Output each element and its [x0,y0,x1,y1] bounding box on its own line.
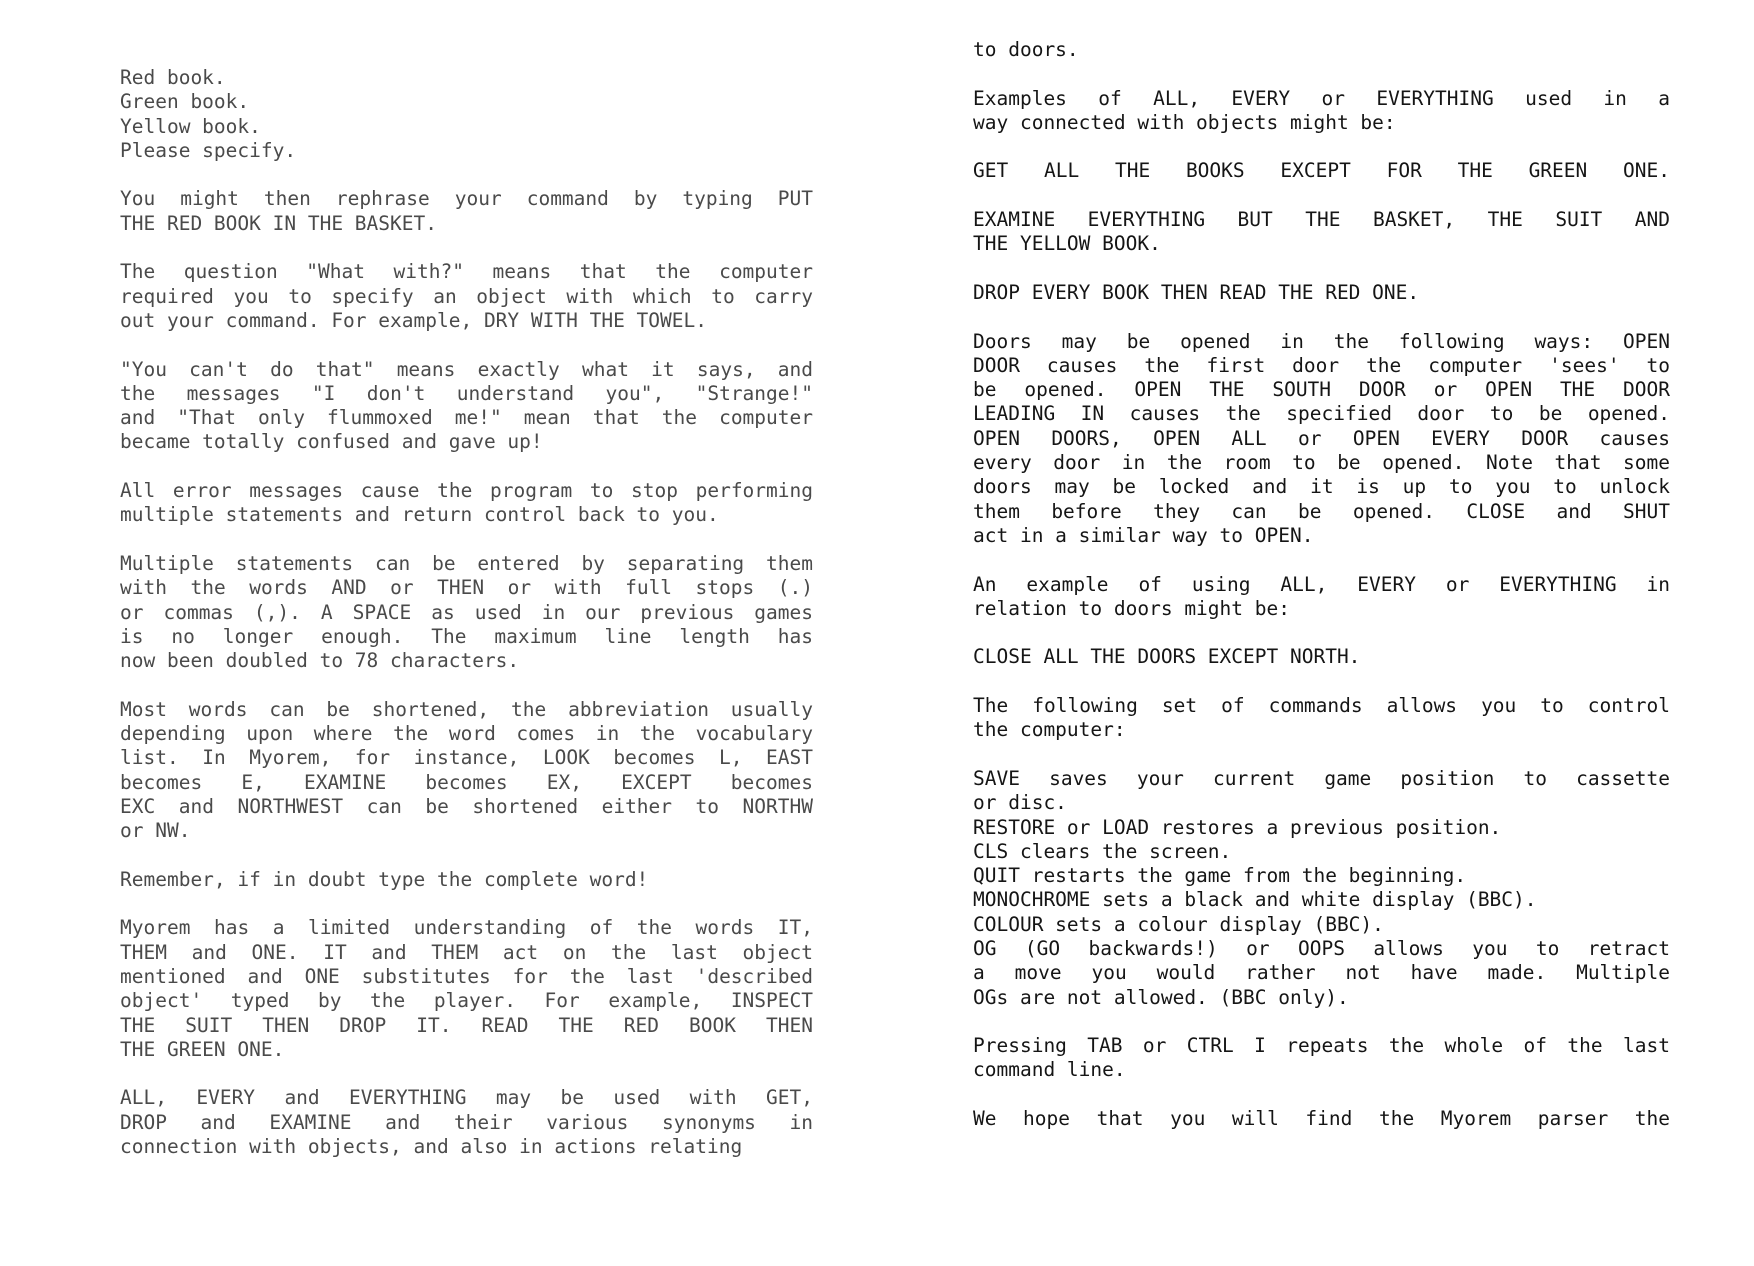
paragraph [120,916,813,1062]
text-line: THE YELLOW BOOK. [973,232,1161,256]
text-line: Remember, if in doubt type the complete word! [120,867,649,891]
paragraph [973,38,1670,62]
paragraph [120,187,813,236]
text-line: OG (GO backwards!) or OOPS allows you to retract [973,936,1670,960]
text-line: ALL, EVERY and EVERYTHING may be used with GET, [120,1086,813,1110]
text-line: multiple statements and return control back to you. [120,503,719,527]
paragraph [973,1034,1670,1083]
text-line: Multiple statements can be entered by separating them [120,551,813,575]
text-line: Most words can be shortened, the abbreviation usually [120,697,813,721]
text-line: THE RED BOOK IN THE BASKET. [120,211,437,235]
paragraph [120,698,813,844]
text-line: OPEN DOORS, OPEN ALL or OPEN EVERY DOOR causes [973,426,1670,450]
text-line: DOOR causes the first door the computer 'sees' to [973,353,1670,377]
paragraph [120,66,813,163]
text-line: act in a similar way to OPEN. [973,523,1314,547]
paragraph [120,358,813,455]
text-line: You might then rephrase your command by typing PUT [120,187,813,211]
paragraph [973,87,1670,136]
text-line: GET ALL THE BOOKS EXCEPT FOR THE GREEN ONE. [973,159,1670,183]
paragraph [120,479,813,528]
text-line: or commas (,). A SPACE as used in our previous games [120,600,813,624]
paragraph [973,1107,1670,1131]
text-line: doors may be locked and it is up to you to unlock [973,475,1670,499]
paragraph [973,159,1670,183]
text-line: the messages "I don't understand you", "Strange!" [120,381,813,405]
left-page [120,66,813,1266]
paragraph [973,645,1670,669]
paragraph [973,573,1670,622]
text-line: every door in the room to be opened. Note that some [973,451,1670,475]
paragraph [120,868,813,892]
text-line: connection with objects, and also in actions relating [120,1135,743,1159]
text-line: with the words AND or THEN or with full stops (.) [120,576,813,600]
text-line: An example of using ALL, EVERY or EVERYTHING in [973,572,1670,596]
paragraph [120,1086,813,1159]
text-line: object' typed by the player. For example, INSPECT [120,989,813,1013]
text-line: command line. [973,1058,1126,1082]
text-line: Please specify. [120,138,297,162]
text-line: to doors. [973,38,1079,61]
text-line: CLS clears the screen. [973,839,1232,863]
text-line: The following set of commands allows you to control [973,694,1670,718]
text-line: and "That only flummoxed me!" mean that the computer [120,406,813,430]
text-line: QUIT restarts the game from the beginning. [973,864,1467,888]
paragraph [120,552,813,673]
text-line: Examples of ALL, EVERY or EVERYTHING used in a [973,86,1670,110]
paragraph [973,281,1670,305]
text-line: CLOSE ALL THE DOORS EXCEPT NORTH. [973,645,1361,669]
text-line: Pressing TAB or CTRL I repeats the whole of the last [973,1034,1670,1058]
text-line: Red book. [120,66,226,89]
text-line: became totally confused and gave up! [120,430,543,454]
text-line: DROP EVERY BOOK THEN READ THE RED ONE. [973,280,1420,304]
text-line: "You can't do that" means exactly what it says, and [120,357,813,381]
text-line: Green book. [120,90,250,114]
paragraph [973,694,1670,743]
text-line: is no longer enough. The maximum line length has [120,624,813,648]
text-line: them before they can be opened. CLOSE and SHUT [973,499,1670,523]
text-line: list. In Myorem, for instance, LOOK becomes L, EAST [120,746,813,770]
text-line: THEM and ONE. IT and THEM act on the last object [120,940,813,964]
text-line: THE SUIT THEN DROP IT. READ THE RED BOOK THEN [120,1013,813,1037]
text-line: Myorem has a limited understanding of the words IT, [120,916,813,940]
text-line: The question "What with?" means that the computer [120,260,813,284]
text-line: becomes E, EXAMINE becomes EX, EXCEPT becomes [120,770,813,794]
paragraph [973,208,1670,257]
text-line: out your command. For example, DRY WITH THE TOWEL. [120,308,707,332]
paragraph [973,767,1670,1010]
text-line: DROP and EXAMINE and their various synonyms in [120,1110,813,1134]
text-line: a move you would rather not have made. Multiple [973,961,1670,985]
text-line: mentioned and ONE substitutes for the last 'described [120,964,813,988]
text-line: or NW. [120,819,191,843]
right-page [973,38,1670,1238]
text-line: RESTORE or LOAD restores a previous position. [973,815,1502,839]
text-line: COLOUR sets a colour display (BBC). [973,912,1384,936]
text-line: EXC and NORTHWEST can be shortened either to NORTHW [120,794,813,818]
text-line: way connected with objects might be: [973,110,1396,134]
text-line: MONOCHROME sets a black and white display (BBC). [973,888,1537,912]
text-line: or disc. [973,791,1067,815]
text-line: required you to specify an object with which to carry [120,284,813,308]
text-line: LEADING IN causes the specified door to be opened. [973,402,1670,426]
text-line: We hope that you will find the Myorem parser the [973,1107,1670,1131]
paragraph [973,330,1670,549]
text-line: THE GREEN ONE. [120,1037,285,1061]
text-line: Yellow book. [120,114,261,138]
text-line: OGs are not allowed. (BBC only). [973,985,1349,1009]
text-line: the computer: [973,718,1126,742]
text-line: depending upon where the word comes in the vocabulary [120,722,813,746]
paragraph [120,260,813,333]
text-line: SAVE saves your current game position to cassette [973,766,1670,790]
text-line: be opened. OPEN THE SOUTH DOOR or OPEN THE DOOR [973,378,1670,402]
text-line: EXAMINE EVERYTHING BUT THE BASKET, THE SUIT AND [973,208,1670,232]
text-line: now been doubled to 78 characters. [120,649,520,673]
text-line: Doors may be opened in the following ways: OPEN [973,329,1670,353]
text-line: All error messages cause the program to stop performing [120,479,813,503]
text-line: relation to doors might be: [973,596,1290,620]
